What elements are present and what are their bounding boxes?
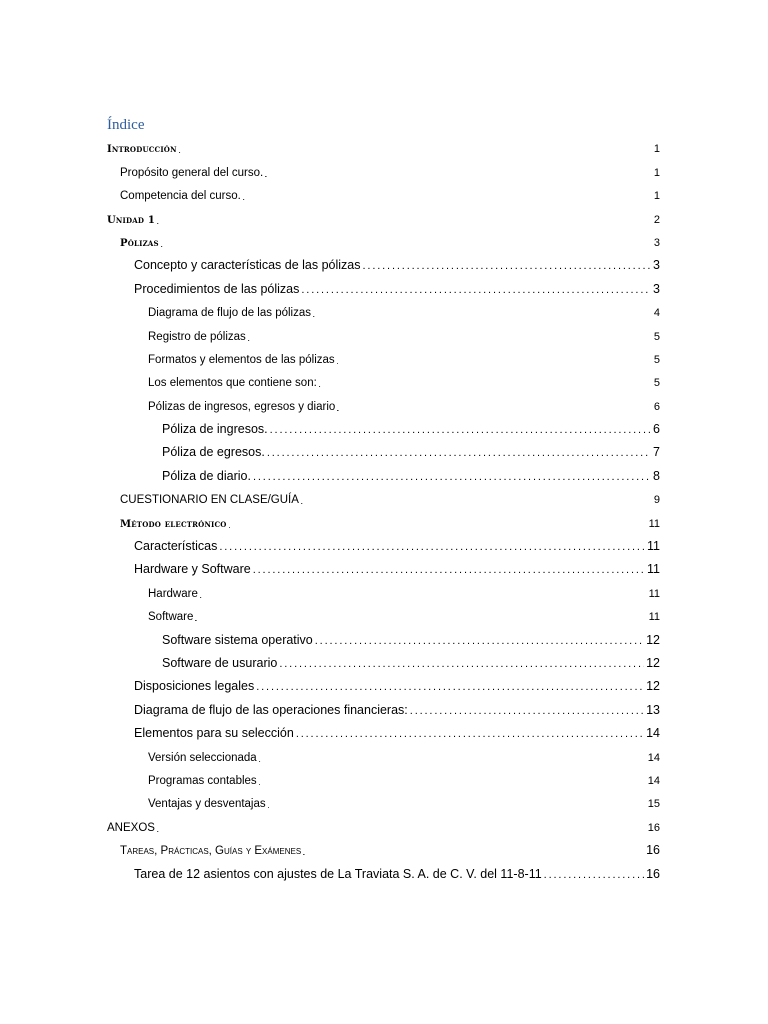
toc-leader-dots: [267, 447, 651, 461]
toc-entry-label: Los elementos que contiene son:: [148, 377, 317, 390]
toc-entry-label: Ventajas y desventajas: [148, 798, 266, 811]
toc-page-number: 16: [646, 866, 660, 881]
toc-page-number: 14: [647, 751, 660, 764]
toc-entry[interactable]: [162, 649, 660, 672]
toc-entry[interactable]: [148, 321, 660, 344]
toc-entry-label: Pólizas de ingresos, egresos y diario: [148, 400, 336, 413]
toc-page-number: 9: [653, 494, 660, 507]
toc-entry[interactable]: [134, 672, 660, 695]
toc-entry-label: Competencia del curso.: [120, 190, 241, 203]
toc-entry-label: Hardware: [148, 587, 198, 600]
toc-entry[interactable]: [134, 251, 660, 274]
toc-leader-dots: [253, 564, 645, 578]
toc-leader-dots: [296, 728, 644, 742]
toc-page-number: 3: [653, 281, 660, 296]
toc-entry-label: Póliza de diario.: [162, 468, 251, 483]
toc-page-number: 1: [653, 190, 660, 203]
toc-page-number: 14: [647, 774, 660, 787]
toc-entry-label: Versión seleccionada: [148, 751, 257, 764]
toc-entry-label: Procedimientos de las pólizas: [134, 281, 300, 296]
toc-leader-dots: [161, 242, 652, 251]
toc-entry[interactable]: [148, 602, 660, 625]
toc-leader-dots: [265, 172, 652, 181]
toc-entry[interactable]: [162, 461, 660, 484]
toc-page-number: 11: [648, 517, 660, 530]
toc-page-number: 16: [646, 843, 660, 858]
toc-leader-dots: [279, 658, 644, 672]
toc-leader-dots: [319, 382, 652, 391]
toc-entry[interactable]: [120, 508, 660, 531]
toc-entry-label: Diagrama de flujo de las operaciones financieras:: [134, 702, 408, 717]
toc-entry[interactable]: [107, 204, 660, 227]
toc-entry-label: Programas contables: [148, 774, 257, 787]
toc-entry[interactable]: [120, 181, 660, 204]
toc-page-number: 11: [648, 587, 660, 600]
toc-page-number: 12: [646, 679, 660, 694]
toc-leader-dots: [243, 195, 652, 204]
toc-entry-label: Características: [134, 539, 218, 554]
toc-leader-dots: [268, 803, 646, 812]
toc-entry-label: Software sistema operativo: [162, 632, 313, 647]
toc-entry[interactable]: [120, 157, 660, 180]
toc-leader-dots: [301, 499, 652, 508]
toc-entry-label: Unidad 1: [107, 214, 156, 226]
toc-leader-dots: [315, 635, 644, 649]
toc-page-number: 8: [653, 468, 660, 483]
toc-leader-dots: [259, 757, 646, 766]
toc-entry[interactable]: [107, 812, 660, 835]
toc-entry-label: Introducción: [107, 144, 177, 156]
toc-entry[interactable]: [148, 345, 660, 368]
toc-entry[interactable]: [162, 438, 660, 461]
toc-entry-label: Disposiciones legales: [134, 679, 255, 694]
toc-entry[interactable]: [148, 391, 660, 414]
toc-entry[interactable]: [162, 415, 660, 438]
toc-page-number: 1: [653, 166, 660, 179]
toc-page-number: 5: [653, 353, 660, 366]
toc-page-number: 2: [653, 213, 660, 226]
toc-list: [0, 134, 768, 883]
toc-entry[interactable]: [120, 836, 660, 859]
toc-entry-label: Póliza de ingresos.: [162, 422, 268, 437]
toc-entry-label: Formatos y elementos de las pólizas: [148, 353, 335, 366]
toc-page-number: 6: [653, 400, 660, 413]
toc-leader-dots: [253, 471, 651, 485]
toc-leader-dots: [363, 260, 652, 274]
toc-leader-dots: [229, 523, 647, 532]
toc-leader-dots: [200, 593, 647, 602]
toc-entry-label: ANEXOS: [107, 821, 155, 834]
toc-leader-dots: [337, 359, 652, 368]
toc-leader-dots: [179, 148, 652, 157]
toc-leader-dots: [270, 424, 651, 438]
toc-leader-dots: [337, 406, 652, 415]
toc-entry[interactable]: [120, 485, 660, 508]
toc-entry[interactable]: [134, 555, 660, 578]
toc-page-number: 15: [647, 798, 660, 811]
toc-entry-label: Propósito general del curso.: [120, 166, 264, 179]
toc-page-number: 14: [646, 726, 660, 741]
toc-entry[interactable]: [134, 695, 660, 718]
toc-entry[interactable]: [148, 578, 660, 601]
toc-leader-dots: [219, 541, 645, 555]
toc-leader-dots: [259, 780, 646, 789]
toc-page-number: 6: [653, 422, 660, 437]
toc-leader-dots: [544, 869, 644, 883]
toc-leader-dots: [301, 284, 651, 298]
toc-page-number: 4: [653, 307, 660, 320]
toc-entry-label: Diagrama de flujo de las pólizas: [148, 307, 312, 320]
toc-entry[interactable]: [148, 368, 660, 391]
toc-entry[interactable]: [148, 766, 660, 789]
toc-leader-dots: [410, 705, 644, 719]
toc-page-number: 11: [647, 539, 660, 554]
toc-leader-dots: [157, 219, 652, 228]
toc-page-number: 13: [646, 702, 660, 717]
toc-title: Índice: [107, 117, 145, 133]
toc-leader-dots: [256, 681, 644, 695]
toc-page-number: 7: [653, 445, 660, 460]
toc-entry-label: Póliza de egresos.: [162, 445, 265, 460]
toc-page-number: 16: [647, 821, 660, 834]
toc-page-number: 3: [653, 236, 660, 249]
toc-entry-label: Método electrónico: [120, 518, 227, 530]
toc-entry[interactable]: [134, 274, 660, 297]
toc-entry-label: CUESTIONARIO EN CLASE/GUÍA: [120, 494, 299, 507]
toc-page-number: 3: [653, 258, 660, 273]
toc-entry-label: Elementos para su selección: [134, 726, 294, 741]
toc-leader-dots: [157, 827, 646, 836]
toc-page-number: 11: [648, 611, 660, 624]
toc-entry-label: Software: [148, 611, 194, 624]
toc-page-number: 12: [646, 632, 660, 647]
toc-entry[interactable]: [148, 742, 660, 765]
toc-entry[interactable]: [162, 625, 660, 648]
toc-entry-label: Software de usurario: [162, 655, 278, 670]
toc-entry-label: Tareas, Prácticas, Guías y Exámenes: [120, 845, 302, 858]
toc-leader-dots: [313, 312, 652, 321]
toc-leader-dots: [248, 336, 652, 345]
toc-entry[interactable]: [148, 298, 660, 321]
toc-page-number: 5: [653, 377, 660, 390]
toc-entry-label: Tarea de 12 asientos con ajustes de La Traviata S. A. de C. V. del 11-8-11: [134, 866, 542, 881]
toc-page-number: 1: [653, 143, 660, 156]
toc-page-number: 11: [647, 562, 660, 577]
toc-page-number: 5: [653, 330, 660, 343]
toc-entry-label: Registro de pólizas: [148, 330, 246, 343]
toc-entry[interactable]: [134, 719, 660, 742]
toc-entry[interactable]: [148, 789, 660, 812]
toc-entry-label: Concepto y características de las pólizas: [134, 258, 361, 273]
toc-leader-dots: [303, 850, 644, 859]
toc-entry-label: Hardware y Software: [134, 562, 251, 577]
toc-entry[interactable]: [134, 532, 660, 555]
toc-leader-dots: [195, 616, 646, 625]
toc-entry[interactable]: [107, 134, 660, 157]
toc-entry[interactable]: [120, 228, 660, 251]
toc-entry[interactable]: [134, 859, 660, 882]
toc-page-number: 12: [646, 655, 660, 670]
toc-entry-label: Pólizas: [120, 237, 159, 249]
